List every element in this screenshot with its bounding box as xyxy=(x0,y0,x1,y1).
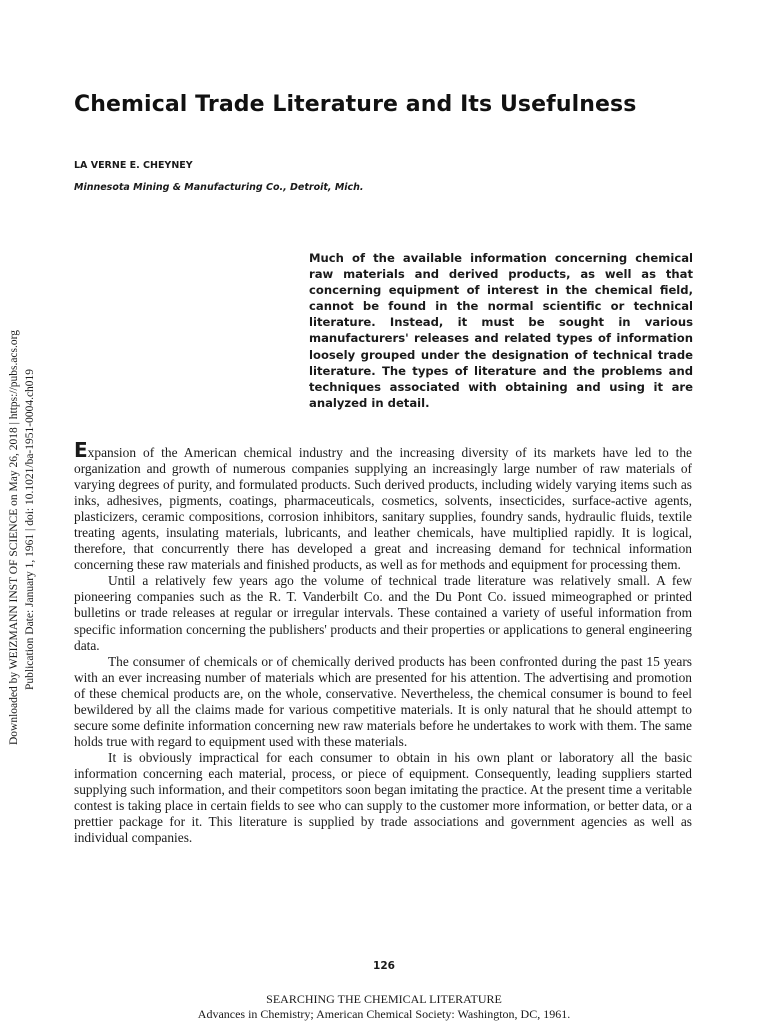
article-title: Chemical Trade Literature and Its Usefulness xyxy=(74,92,637,117)
body-paragraph-1 xyxy=(74,438,692,573)
page-footer xyxy=(0,992,768,1022)
download-watermark-line-1: Downloaded by WEIZMANN INST OF SCIENCE on May 26, 2018 | https://pubs.acs.org xyxy=(8,329,20,745)
download-watermark-line-2: Publication Date: January 1, 1961 | doi: 10.1021/ba-1951-0004.ch019 xyxy=(24,368,36,690)
footer-book-title: SEARCHING THE CHEMICAL LITERATURE xyxy=(266,992,502,1006)
author-name: LA VERNE E. CHEYNEY xyxy=(74,160,193,171)
article-body xyxy=(74,438,692,846)
download-watermark xyxy=(2,280,42,750)
body-paragraph-4: It is obviously impractical for each consumer to obtain in his own plant or laboratory all the basic information concerning each material, process, or piece of equipment. Consequently, leading suppliers started supplying such information, and their competitors soon began imitating the practice. At the present time a veritable contest is taking place in certain fields to see who can supply to the customer more information, or better data, or a prettier package for it. This literature is supplied by trade associations and government agencies as well as individual companies. xyxy=(74,749,692,846)
abstract: Much of the available information concerning chemical raw materials and derived products, as well as that concerning equipment of interest in the chemical field, cannot be found in the normal scientific or technical literature. Instead, it must be sought in various manufacturers' releases and related types of information loosely grouped under the designation of technical trade literature. The types of literature and the problems and techniques associated with obtaining and using it are analyzed in detail. xyxy=(309,251,693,410)
author-affiliation: Minnesota Mining & Manufacturing Co., Detroit, Mich. xyxy=(74,182,364,193)
body-paragraph-3: The consumer of chemicals or of chemically derived products has been confronted during the past 15 years with an ever increasing number of materials which are presented for his attention. The advertising and promotion of these chemical products are, on the whole, conservative. Nevertheless, the chemical consumer is bound to feel bewildered by all the claims made for various competitive materials. It is only natural that he should attempt to secure some definite information concerning new raw materials before he undertakes to work with them. The same holds true with regard to equipment used with these materials. xyxy=(74,653,692,749)
footer-citation: Advances in Chemistry; American Chemical Society: Washington, DC, 1961. xyxy=(197,1007,571,1021)
page-number: 126 xyxy=(373,960,395,972)
body-paragraph-1-text: xpansion of the American chemical industry and the increasing diversity of its markets have led to the organization and growth of numerous companies supplying an increasingly large number of raw materials of varying degrees of purity, and formulated products. Such derived products, including widely varying items such as inks, adhesives, pigments, coatings, pharmaceuticals, cosmetics, solvents, insecticides, surface-active agents, plasticizers, ceramic compositions, corrosion inhibitors, sanitary supplies, foundry sands, hydraulic fluids, textile treating agents, insulating materials, lubricants, and leather chemicals, have multiplied rapidly. It is logical, therefore, that concurrently there has developed a great and increasing demand for technical information concerning these raw materials and finished products, as well as for methods and equipment for processing them. xyxy=(74,445,692,573)
body-paragraph-2: Until a relatively few years ago the volume of technical trade literature was relatively small. A few pioneering companies such as the R. T. Vanderbilt Co. and the Du Pont Co. issued mimeographed or printed bulletins or trade releases at regular or irregular intervals. These contained a variety of useful information from specific information concerning the publishers' products and their properties or applications to general engineering data. xyxy=(74,573,692,653)
drop-cap: E xyxy=(74,438,88,462)
